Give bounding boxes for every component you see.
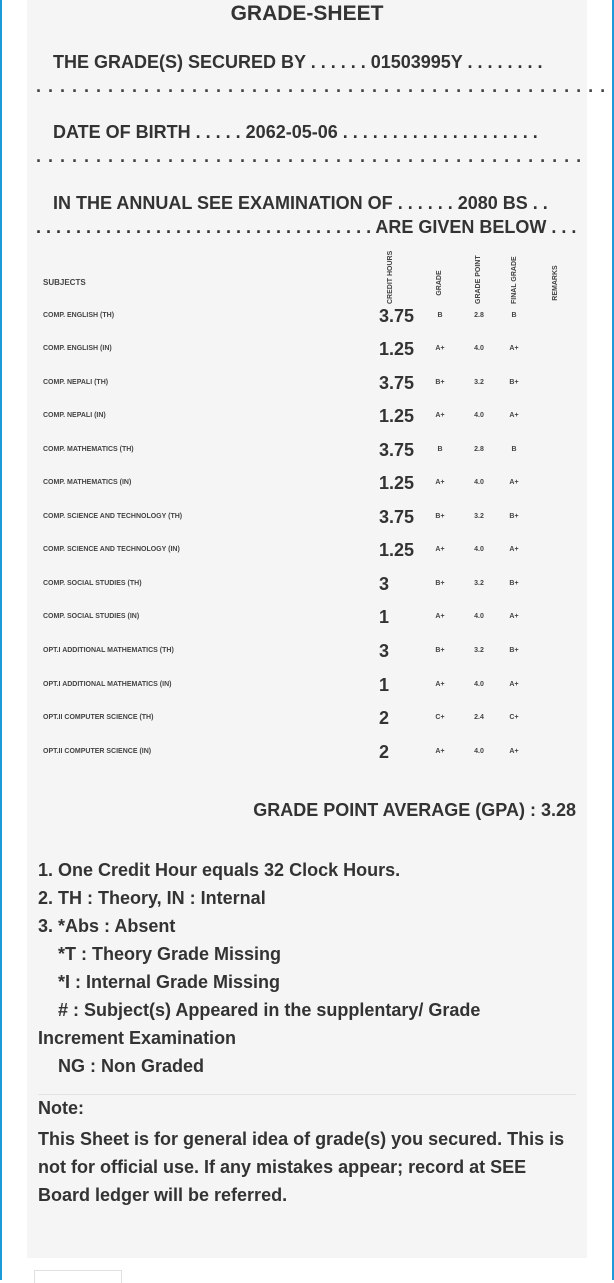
credit-cell: 3.75 [379,306,415,326]
final-grade-cell: A+ [509,546,519,553]
credit-cell: 2 [379,742,390,762]
grade-cell: A+ [435,681,445,688]
grade-point-cell: 2.8 [474,312,484,319]
credit-hours-header: CREDIT HOURS [387,250,394,304]
dob-value: 2062-05-06 [245,122,338,142]
table-row [0,507,614,527]
dotted-line: . . . . . . . . . . . . . . . . . . . . . . . . . . . . . . . . . . . . . . . . . . . . . . . . [36,76,607,96]
table-row [0,373,614,393]
note-item: 3. *Abs : Absent [38,916,176,936]
exam-line-2: . . . . . . . . . . . . . . . . . . . . . . . . . . . . . . . . . . ARE GIVEN BELOW . . . [36,217,577,237]
table-row [0,540,614,560]
final-grade-cell: B [511,446,517,453]
subject-cell: COMP. ENGLISH (TH) [43,312,115,319]
note-item: *I : Internal Grade Missing [58,972,281,992]
table-row [0,607,614,627]
grade-cell: B+ [435,647,445,654]
note-title: Note: [38,1098,84,1118]
symbol-number: 01503995Y [370,52,463,72]
final-grade-cell: A+ [509,681,519,688]
exam-label: IN THE ANNUAL SEE EXAMINATION OF [53,193,393,213]
grade-point-cell: 3.2 [474,580,484,587]
table-row [0,306,614,326]
legend-notes [38,856,578,1080]
table-row [0,708,614,728]
table-row [0,440,614,460]
subject-cell: OPT.I ADDITIONAL MATHEMATICS (IN) [43,681,172,688]
table-row [0,339,614,359]
grade-point-cell: 3.2 [474,647,484,654]
exam-line: IN THE ANNUAL SEE EXAMINATION OF . . . . . . 2080 BS . . [53,193,548,213]
subject-cell: COMP. MATHEMATICS (IN) [43,479,132,486]
grade-cell: A+ [435,613,445,620]
grade-point-cell: 4.0 [474,681,484,688]
grade-cell: C+ [435,714,445,721]
note-item: 1. One Credit Hour equals 32 Clock Hours. [38,860,401,880]
final-grade-header: FINAL GRADE [511,256,518,304]
grade-point-cell: 4.0 [474,546,484,553]
grade-cell: A+ [435,412,445,419]
final-grade-cell: B+ [509,580,519,587]
grade-cell: B+ [435,580,445,587]
note-item: # : Subject(s) Appeared in the supplentary/ Grade [58,1000,481,1020]
final-grade-cell: A+ [509,748,519,755]
subject-cell: COMP. MATHEMATICS (TH) [43,446,134,453]
remarks-header: REMARKS [552,265,559,301]
grade-point-cell: 4.0 [474,613,484,620]
dob-label: DATE OF BIRTH [53,122,191,142]
subject-cell: COMP. ENGLISH (IN) [43,345,112,352]
note-item: *T : Theory Grade Missing [58,944,282,964]
note-item: NG : Non Graded [58,1056,205,1076]
credit-cell: 2 [379,708,390,728]
dotted-line: . . . . . . . . . . . . . . . . . . . . . . . . . . . . . . . . . . . . . . . . . . . . . . [36,146,583,166]
credit-cell: 1 [379,607,390,627]
table-row [0,641,614,661]
divider [38,1094,576,1095]
final-grade-cell: A+ [509,412,519,419]
credit-cell: 3.75 [379,507,415,527]
grade-cell: A+ [435,546,445,553]
table-row [0,675,614,695]
note-text: This Sheet is for general idea of grade(s) you secured. This is not for official use. If any mistakes appear; record at SEE Board ledger will be referred. [38,1129,565,1205]
subject-cell: OPT.II COMPUTER SCIENCE (TH) [43,714,154,721]
grade-cell: A+ [435,345,445,352]
grade-cell: B+ [435,379,445,386]
credit-cell: 3 [379,641,390,661]
credit-cell: 1.25 [379,406,415,426]
subject-cell: OPT.I ADDITIONAL MATHEMATICS (TH) [43,647,174,654]
final-grade-cell: A+ [509,345,519,352]
secured-by-line: THE GRADE(S) SECURED BY . . . . . . 01503995Y . . . . . . . . [53,52,543,72]
grade-cell: B [437,312,443,319]
final-grade-cell: A+ [509,479,519,486]
grade-point-cell: 3.2 [474,379,484,386]
dob-line: DATE OF BIRTH . . . . . 2062-05-06 . . . . . . . . . . . . . . . . . . . . [53,122,538,142]
table-row [0,742,614,762]
grade-point-header: GRADE POINT [475,255,482,304]
frame-left-border [0,0,2,1280]
credit-cell: 3.75 [379,373,415,393]
subject-cell: OPT.II COMPUTER SCIENCE (IN) [43,748,152,755]
subject-cell: COMP. SCIENCE AND TECHNOLOGY (IN) [43,546,180,553]
grade-point-cell: 4.0 [474,748,484,755]
note-item: 2. TH : Theory, IN : Internal [38,888,266,908]
subject-cell: COMP. SOCIAL STUDIES (IN) [43,613,140,620]
table-row [0,406,614,426]
credit-cell: 1.25 [379,473,415,493]
final-grade-cell: C+ [509,714,519,721]
grade-cell: B [437,446,443,453]
gpa-summary: GRADE POINT AVERAGE (GPA) : 3.28 [253,800,576,820]
final-grade-cell: B [511,312,517,319]
table-row [0,574,614,594]
grade-cell: A+ [435,748,445,755]
exam-year: 2080 BS [457,193,528,213]
grade-cell: B+ [435,513,445,520]
page-title: GRADE-SHEET [230,2,384,25]
credit-cell: 3.75 [379,440,415,460]
given-below-label: ARE GIVEN BELOW [375,217,547,237]
table-row [0,473,614,493]
grade-header: GRADE [436,270,443,296]
final-grade-cell: B+ [509,647,519,654]
final-grade-cell: B+ [509,379,519,386]
final-grade-cell: A+ [509,613,519,620]
subject-cell: COMP. SCIENCE AND TECHNOLOGY (TH) [43,513,183,520]
grade-point-cell: 2.8 [474,446,484,453]
note-item: Increment Examination [38,1028,237,1048]
credit-cell: 3 [379,574,390,594]
credit-cell: 1.25 [379,339,415,359]
subject-cell: COMP. NEPALI (IN) [43,412,106,419]
grade-point-cell: 4.0 [474,412,484,419]
subjects-header: SUBJECTS [43,278,86,287]
grade-point-cell: 2.4 [474,714,484,721]
final-grade-cell: B+ [509,513,519,520]
grade-point-cell: 3.2 [474,513,484,520]
grade-point-cell: 4.0 [474,479,484,486]
grade-point-cell: 4.0 [474,345,484,352]
subject-cell: COMP. NEPALI (TH) [43,379,109,386]
credit-cell: 1 [379,675,390,695]
credit-cell: 1.25 [379,540,415,560]
subject-cell: COMP. SOCIAL STUDIES (TH) [43,580,142,587]
bottom-tab[interactable] [34,1270,122,1283]
grade-cell: A+ [435,479,445,486]
secured-by-label: THE GRADE(S) SECURED BY [53,52,306,72]
